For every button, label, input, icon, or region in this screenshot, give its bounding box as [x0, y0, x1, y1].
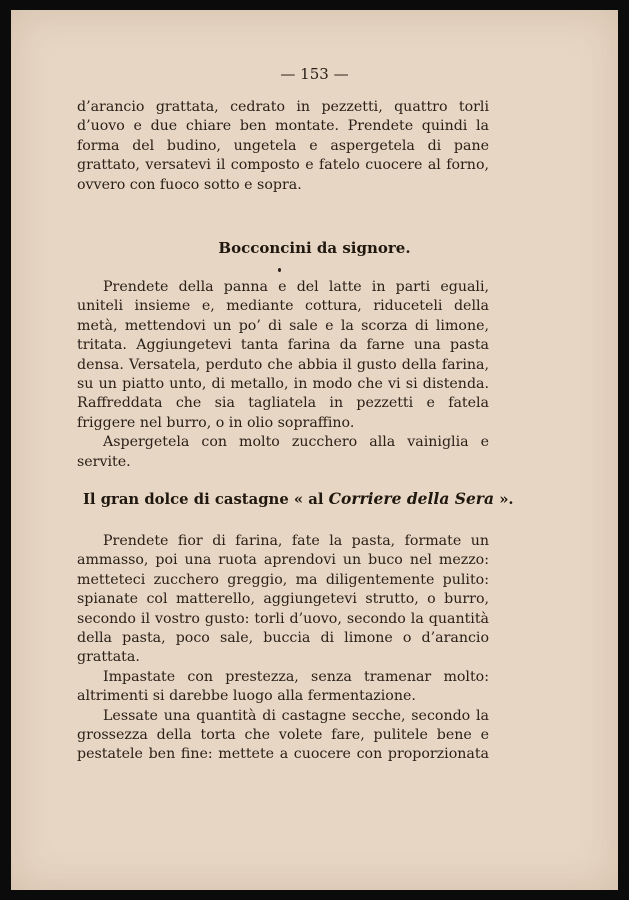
- recipe-title-dolce-castagne: [83, 489, 514, 508]
- paragraph-text: Impastate con prestezza, senza tramenar molto: altrimenti si darebbe luogo alla fermentazione.: [77, 668, 489, 705]
- recipe-body-bocconcini: [77, 278, 489, 472]
- recipe-title-bocconcini: Bocconcini da signore.: [218, 239, 411, 257]
- paragraph-text: Aspergetela con molto zucchero alla vainiglia e servite.: [77, 434, 489, 470]
- page-number: — 153 —: [280, 65, 349, 83]
- recipe-body-dolce-castagne: [77, 532, 489, 765]
- paragraph-text: Prendete della panna e del latte in parti eguali, uniteli insieme e, mediante cottura, riduceteli della metà, mettendovi un po’ di sale e la scorza di limone, tritata. Aggiungetevi tanta farina da farne una pasta densa. Versatela, perduto che abbia il gusto della farina, su un piatto unto, di metallo, in modo che vi si distenda. Raffreddata che sia tagliatela in pezzetti e fatela friggere nel burro, o in olio sopraffino.: [77, 279, 489, 431]
- paragraph-text: Prendete fior di farina, fate la pasta, formate un ammasso, poi una ruota aprendovi un buco nel mezzo: metteteci zucchero greggio, ma diligentemente pulito: spianate col matterello, aggiungetevi strutto, o burro, secondo il vostro gusto: torli d’uovo, secondo la quantità della pasta, poco sale, buccia di limone o d’arancio grattata.: [77, 533, 489, 666]
- ink-speck: [278, 268, 281, 272]
- title-italic: Corriere della Sera: [328, 489, 495, 508]
- paragraph-text: d’arancio grattata, cedrato in pezzetti, quattro torli d’uovo e due chiare ben montate. Prendete quindi la forma del budino, ungetela e aspergetela di pane grattato, versatevi il composto e fatelo cuocere al forno, ovvero con fuoco sotto e sopra.: [77, 99, 489, 193]
- paragraph-text: Lessate una quantità di castagne secche, secondo la grossezza della torta che volete fare, pulitele bene e pestatele ben fine: mettete a cuocere con proporzionata: [77, 707, 489, 763]
- book-page: [11, 10, 618, 890]
- continued-paragraph: [77, 98, 489, 195]
- title-prefix: Il gran dolce di castagne « al: [83, 491, 324, 508]
- title-suffix: ».: [499, 491, 514, 508]
